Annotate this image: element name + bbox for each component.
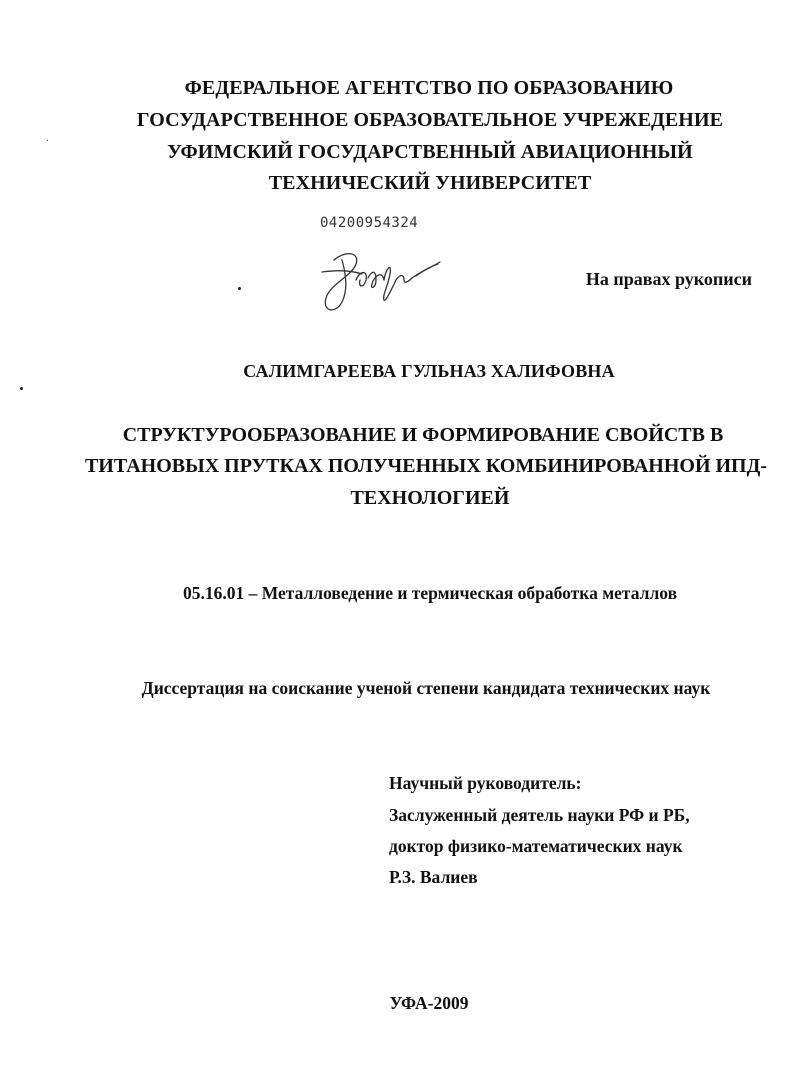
ink-dot (47, 140, 48, 141)
ink-dot (238, 287, 241, 290)
city-year: УФА-2009 (389, 993, 469, 1013)
ink-dot (20, 387, 23, 390)
supervisor-degree: доктор физико-математических наук (389, 836, 683, 856)
specialty-code: 05.16.01 – Металловедение и термическая обработка металлов (182, 583, 678, 603)
thesis-title-line-3: ТЕХНОЛОГИЕЙ (350, 487, 510, 509)
header-line-university-type: ТЕХНИЧЕСКИЙ УНИВЕРСИТЕТ (268, 172, 592, 194)
thesis-title-line-1: СТРУКТУРООБРАЗОВАНИЕ И ФОРМИРОВАНИЕ СВОЙСТВ В (122, 424, 724, 446)
supervisor-heading: Научный руководитель: (389, 773, 582, 793)
dissertation-note: Диссертация на соискание ученой степени кандидата технических наук (141, 678, 711, 698)
thesis-title-line-2: ТИТАНОВЫХ ПРУТКАХ ПОЛУЧЕННЫХ КОМБИНИРОВАННОЙ ИПД- (84, 455, 768, 477)
author-name: САЛИМГАРЕЕВА ГУЛЬНАЗ ХАЛИФОВНА (243, 361, 615, 381)
header-line-institution-type: ГОСУДАРСТВЕННОЕ ОБРАЗОВАТЕЛЬНОЕ УЧРЕЖЕДЕНИЕ (136, 109, 724, 131)
supervisor-honorary-title: Заслуженный деятель науки РФ и РБ, (389, 805, 690, 825)
signature-icon (312, 240, 452, 316)
header-line-agency: ФЕДЕРАЛЬНОЕ АГЕНТСТВО ПО ОБРАЗОВАНИЮ (184, 77, 674, 99)
rights-note: На правах рукописи (585, 269, 752, 289)
header-line-university-name: УФИМСКИЙ ГОСУДАРСТВЕННЫЙ АВИАЦИОННЫЙ (167, 141, 693, 163)
registration-number: 04200954324 (320, 215, 419, 231)
supervisor-name: Р.З. Валиев (389, 867, 478, 887)
